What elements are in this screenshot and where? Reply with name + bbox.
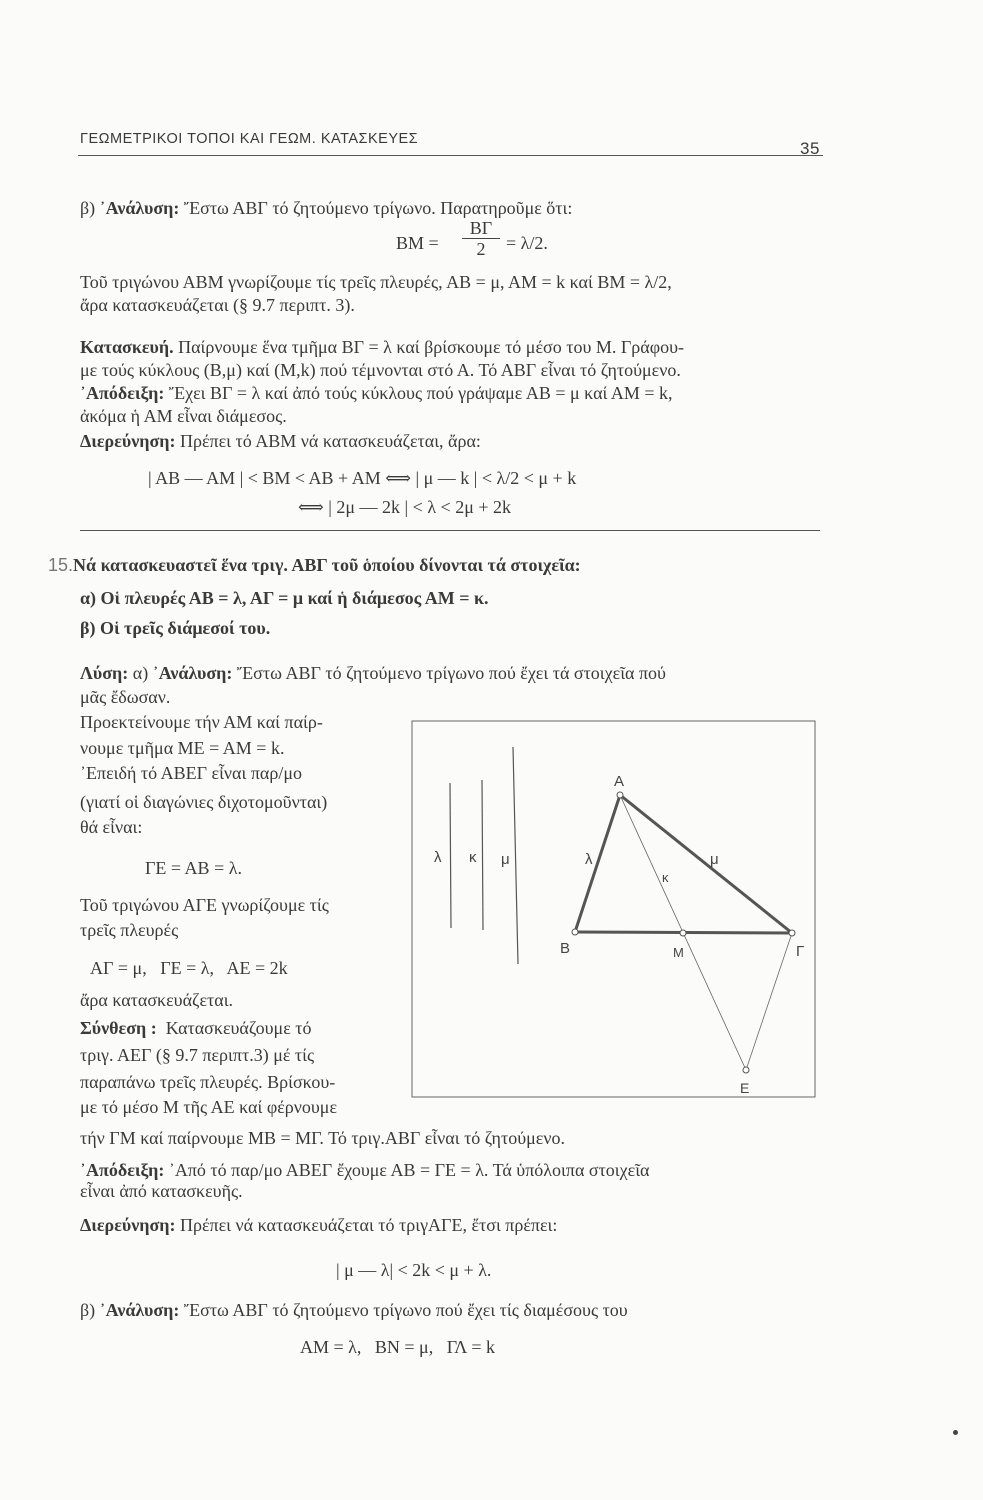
paragraph: νουμε τμῆμα ΜΕ = ΑΜ = k. [80,738,285,758]
segment-label: μ [501,851,510,868]
paragraph: ᾿Απόδειξη: Ἔχει ΒΓ = λ καί ἀπό τούς κύκλους πού γράψαμε ΑΒ = μ καί ΑΜ = k, [80,383,673,403]
point-label: B [560,940,571,957]
problem-item-a: α) Οἱ πλευρές ΑΒ = λ, ΑΓ = μ καί ἡ διάμεσος ΑΜ = κ. [80,588,489,608]
paragraph: ἄρα κατασκευάζεται (§ 9.7 περιπτ. 3). [80,295,355,315]
paragraph: ᾿Επειδή τό ΑΒΕΓ εἶναι παρ/μο [80,763,302,783]
paragraph: θά εἶναι: [80,817,143,837]
equation: ΓΕ = ΑΒ = λ. [145,858,242,878]
point-b [572,929,578,935]
paragraph: παραπάνω τρεῖς πλευρές. Βρίσκου- [80,1072,336,1092]
side-ab [575,795,620,932]
paragraph: εἶναι ἀπό κατασκευῆς. [80,1181,243,1201]
point-label: Γ [796,943,805,960]
paragraph: με τό μέσο Μ τῆς ΑΕ καί φέρνουμε [80,1097,338,1117]
inequality: | μ — λ| < 2k < μ + λ. [336,1260,492,1280]
problem-statement: 15.Νά κατασκευαστεῖ ἕνα τριγ. ΑΒΓ τοῦ ὁποίου δίνονται τά στοιχεῖα: [48,555,581,575]
problem-item-b: β) Οἱ τρεῖς διάμεσοί του. [80,618,271,638]
paragraph: β) ᾿Ανάλυση: Ἔστω ΑΒΓ τό ζητούμενο τρίγωνο. Παρατηροῦμε ὅτι: [80,198,573,218]
paragraph: Κατασκευή. Παίρνουμε ἕνα τμῆμα ΒΓ = λ καί βρίσκουμε τό μέσο του Μ. Γράφου- [80,337,684,357]
running-title: ΓΕΩΜΕΤΡΙΚΟΙ ΤΟΠΟΙ ΚΑΙ ΓΕΩΜ. ΚΑΤΑΣΚΕΥΕΣ [80,131,419,147]
equation: ΑΓ = μ, ΓΕ = λ, ΑΕ = 2k [90,958,288,978]
inequality: | ΑΒ — ΑΜ | < ΒΜ < ΑΒ + ΑΜ ⟺ | μ — k | < λ/2 < μ + k [148,468,577,488]
point-e [743,1067,749,1073]
segment-label: λ [434,849,442,866]
side-ag [620,795,792,933]
paragraph: ᾿Απόδειξη: ᾿Από τό παρ/μο ΑΒΕΓ ἔχουμε ΑΒ = ΓΕ = λ. Τά ὑπόλοιπα στοιχεῖα [80,1160,650,1180]
given-segment-lambda [450,783,451,928]
paragraph: ἄρα κατασκευάζεται. [80,990,234,1010]
fraction: $\frac{B\Gamma}{2}$ [462,218,500,259]
equation-rhs: = λ/2. [506,233,548,253]
paragraph: ἀκόμα ἡ ΑΜ εἶναι διάμεσος. [80,406,287,426]
point-label: M [673,945,684,960]
equation: ΑΜ = λ, ΒΝ = μ, ΓΛ = k [300,1337,496,1357]
point-label: A [614,773,625,790]
equation-lhs: BM = [396,233,439,253]
given-segment-mu [513,747,518,964]
paragraph: τήν ΓΜ καί παίρνουμε ΜΒ = ΜΓ. Τό τριγ.ΑΒΓ εἶναι τό ζητούμενο. [80,1128,565,1148]
section-rule [80,530,820,531]
segment-label: κ [469,849,477,866]
point-label: E [740,1080,750,1096]
side-label: λ [585,851,593,868]
header-rule [78,155,823,156]
paragraph: Διερεύνηση: Πρέπει τό ΑΒΜ νά κατασκευάζεται, ἄρα: [80,431,481,451]
point-a [617,792,623,798]
geometry-figure [400,710,830,1110]
paragraph: Λύση: α) ᾿Ανάλυση: Ἔστω ΑΒΓ τό ζητούμενο τρίγωνο πού ἔχει τά στοιχεῖα πού [80,663,666,683]
paragraph: Προεκτείνουμε τήν ΑΜ καί παίρ- [80,712,323,732]
page-number: 35 [800,139,820,158]
side-label: κ [662,870,669,885]
paragraph: τρεῖς πλευρές [80,920,179,940]
given-segment-kappa [482,780,483,930]
paragraph: Σύνθεση : Κατασκευάζουμε τό [80,1018,312,1038]
paragraph: τριγ. ΑΕΓ (§ 9.7 περιπτ.3) μέ τίς [80,1045,315,1065]
inequality: ⟺ | 2μ — 2k | < λ < 2μ + 2k [298,497,511,517]
scan-speck [953,1430,958,1435]
paragraph: με τούς κύκλους (Β,μ) καί (Μ,k) πού τέμνονται στό Α. Τό ΑΒΓ εἶναι τό ζητούμενο. [80,360,681,380]
side-ge [746,933,792,1070]
paragraph: μᾶς ἔδωσαν. [80,687,171,707]
paragraph: Τοῦ τριγώνου ΑΓΕ γνωρίζουμε τίς [80,895,329,915]
point-g [789,930,795,936]
paragraph: Διερεύνηση: Πρέπει νά κατασκευάζεται τό τριγΑΓΕ, ἔτσι πρέπει: [80,1215,558,1235]
side-label: μ [710,851,719,868]
paragraph: β) ᾿Ανάλυση: Ἔστω ΑΒΓ τό ζητούμενο τρίγωνο πού ἔχει τίς διαμέσους του [80,1300,628,1320]
point-m [680,930,686,936]
paragraph: (γιατί οἱ διαγώνιες διχοτομοῦνται) [80,792,328,812]
paragraph: Τοῦ τριγώνου ΑΒΜ γνωρίζουμε τίς τρεῖς πλευρές, ΑΒ = μ, ΑΜ = k καί ΒΜ = λ/2, [80,272,672,292]
